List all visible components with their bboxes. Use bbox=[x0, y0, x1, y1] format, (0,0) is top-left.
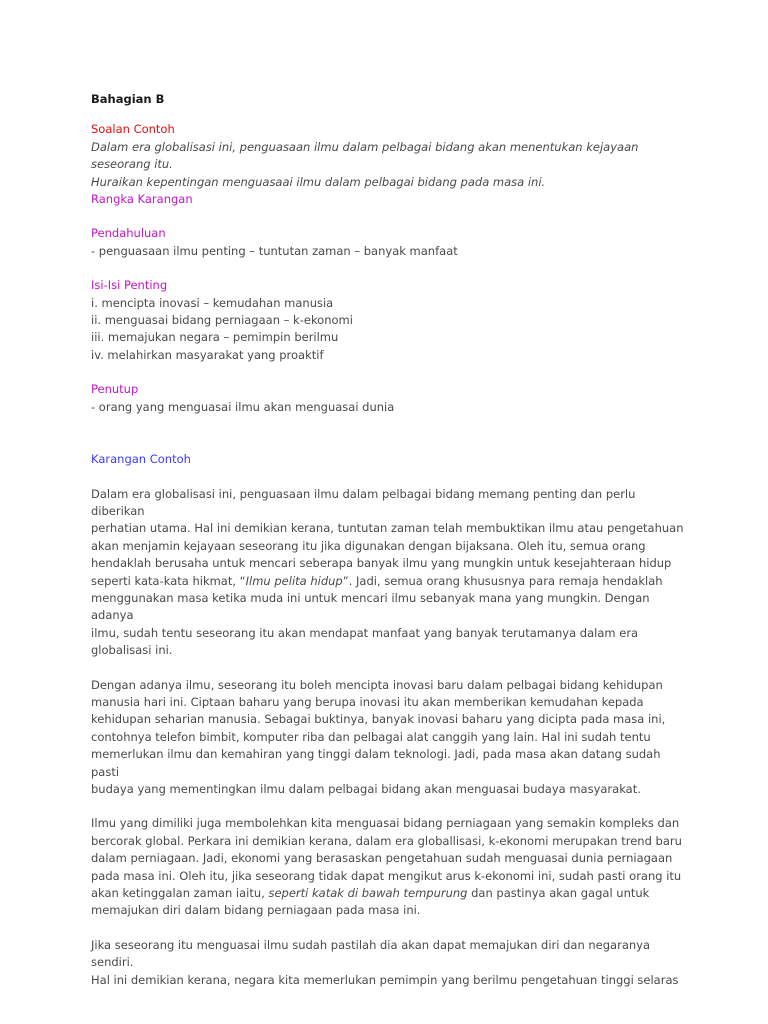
sample-question bbox=[91, 121, 691, 191]
sample-essay bbox=[91, 451, 691, 989]
essay-text: seperti kata-kata hikmat, “ bbox=[91, 573, 246, 588]
essay-line: kehidupan seharian manusia. Sebagai buktinya, banyak inovasi baharu yang dicipta pada masa ini, bbox=[91, 712, 666, 727]
essay-paragraph-4 bbox=[91, 937, 691, 989]
essay-line: Ilmu yang dimiliki juga membolehkan kita menguasai bidang perniagaan yang semakin kompleks dan bbox=[91, 816, 680, 831]
essay-line bbox=[91, 885, 691, 902]
sample-question-line: seseorang itu. bbox=[91, 157, 173, 172]
essay-line: akan menjamin kejayaan seseorang itu jika digunakan dengan bijaksana. Oleh itu, semua orang bbox=[91, 538, 646, 553]
essay-paragraph-3 bbox=[91, 815, 691, 919]
essay-line: Dalam era globalisasi ini, penguasaan ilmu dalam pelbagai bidang memang penting dan perlu diberikan bbox=[91, 486, 636, 518]
essay-text: akan ketinggalan zaman iaitu, bbox=[91, 886, 269, 901]
essay-line: memajukan diri dalam bidang perniagaan pada masa ini. bbox=[91, 903, 421, 918]
essay-line: ilmu, sudah tentu seseorang itu akan mendapat manfaat yang banyak terutamanya dalam era bbox=[91, 625, 639, 640]
main-points-heading: Isi-Isi Penting bbox=[91, 278, 168, 293]
essay-line: budaya yang mementingkan ilmu dalam pelbagai bidang akan menguasai budaya masyarakat. bbox=[91, 782, 641, 796]
essay-line: pada masa ini. Oleh itu, jika seseorang tidak dapat mengikut arus k-ekonomi ini, sudah pasti orang itu bbox=[91, 868, 682, 883]
essay-line: manusia hari ini. Ciptaan baharu yang berupa inovasi itu akan memberikan kemudahan kepada bbox=[91, 694, 644, 709]
sample-question-line: Dalam era globalisasi ini, penguasaan ilmu dalam pelbagai bidang akan menentukan kejayaan bbox=[91, 139, 639, 154]
essay-line: Hal ini demikian kerana, negara kita memerlukan pemimpin yang berilmu pengetahuan tinggi selaras bbox=[91, 972, 679, 987]
intro-heading: Pendahuluan bbox=[91, 226, 166, 241]
essay-line: Dengan adanya ilmu, seseorang itu boleh mencipta inovasi baru dalam pelbagai bidang kehidupan bbox=[91, 677, 663, 692]
main-point: ii. menguasai bidang perniagaan – k-ekonomi bbox=[91, 313, 353, 328]
essay-line: bercorak global. Perkara ini demikian kerana, dalam era globallisasi, k-ekonomi merupakan trend baru bbox=[91, 833, 682, 848]
essay-line: menggunakan masa ketika muda ini untuk mencari ilmu sebanyak mana yang mungkin. Dengan adanya bbox=[91, 590, 650, 623]
essay-line: memerlukan ilmu dan kemahiran yang tinggi dalam teknologi. Jadi, pada masa akan datang sudah pasti bbox=[91, 747, 661, 779]
essay-line: hendaklah berusaha untuk mencari seberapa banyak ilmu yang mungkin untuk kesejahteraan hidup bbox=[91, 556, 672, 571]
essay-line: globalisasi ini. bbox=[91, 643, 173, 658]
conclusion-text: - orang yang menguasai ilmu akan menguasai dunia bbox=[91, 399, 395, 414]
essay-line: perhatian utama. Hal ini demikian kerana, tuntutan zaman telah membuktikan ilmu atau pengetahuan bbox=[91, 521, 684, 536]
essay-text: dan pastinya akan gagal untuk bbox=[467, 886, 650, 901]
essay-outline bbox=[91, 191, 691, 416]
essay-line: Jika seseorang itu menguasai ilmu sudah pastilah dia akan dapat memajukan diri dan negaranya sendiri. bbox=[91, 937, 651, 970]
section-title: Bahagian B bbox=[91, 92, 165, 106]
quote-text: Ilmu pelita hidup bbox=[245, 573, 343, 588]
essay-heading: Karangan Contoh bbox=[91, 452, 191, 467]
document-page bbox=[91, 91, 691, 989]
essay-line: contohnya telefon bimbit, komputer riba dan pelbagai alat canggih yang lain. Hal ini sudah tentu bbox=[91, 729, 651, 744]
essay-line bbox=[91, 573, 691, 590]
essay-paragraph-2 bbox=[91, 677, 691, 799]
intro-text: - penguasaan ilmu penting – tuntutan zaman – banyak manfaat bbox=[91, 243, 458, 258]
essay-paragraph-1 bbox=[91, 486, 691, 660]
sample-question-line: Huraikan kepentingan menguasaai ilmu dalam pelbagai bidang pada masa ini. bbox=[91, 174, 546, 189]
sample-question-heading: Soalan Contoh bbox=[91, 122, 175, 137]
conclusion-heading: Penutup bbox=[91, 382, 139, 397]
outline-heading: Rangka Karangan bbox=[91, 192, 193, 207]
main-point: i. mencipta inovasi – kemudahan manusia bbox=[91, 295, 334, 310]
main-point: iv. melahirkan masyarakat yang proaktif bbox=[91, 347, 324, 362]
main-point: iii. memajukan negara – pemimpin berilmu bbox=[91, 330, 339, 345]
essay-line: dalam perniagaan. Jadi, ekonomi yang berasaskan pengetahuan sudah menguasai dunia perniagaan bbox=[91, 851, 673, 866]
idiom-text: seperti katak di bawah tempurung bbox=[268, 886, 468, 901]
essay-text: ”. Jadi, semua orang khususnya para remaja hendaklah bbox=[342, 573, 663, 588]
